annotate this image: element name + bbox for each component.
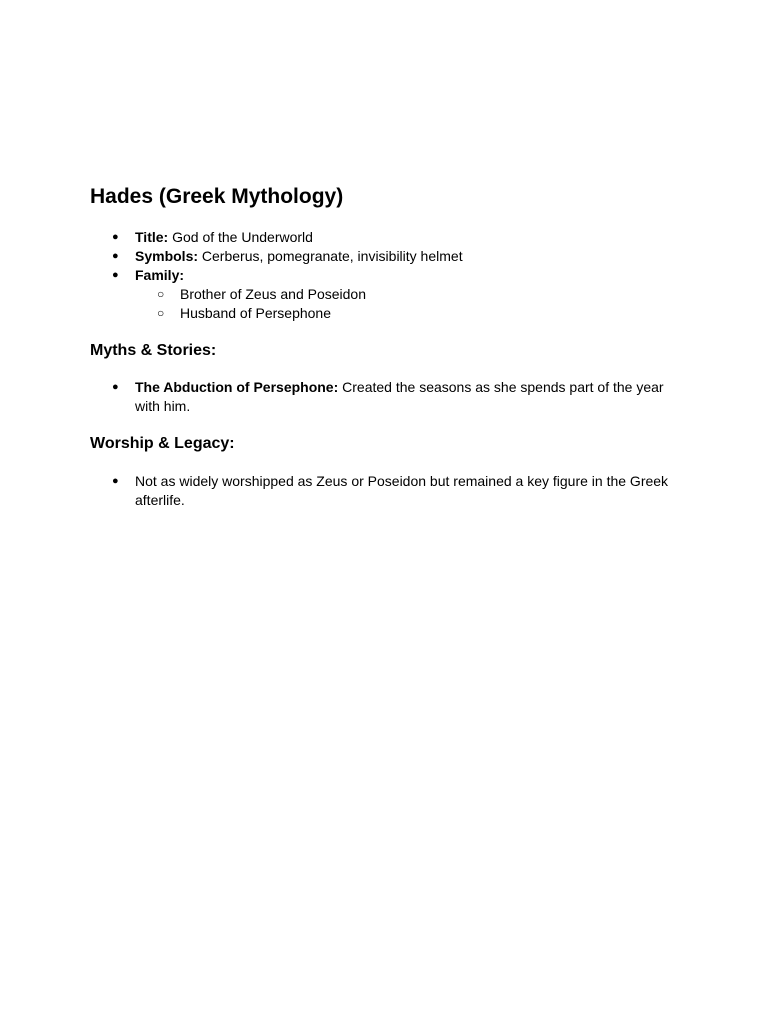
circle-bullet-icon: ○	[157, 287, 165, 301]
bullet-icon: ●	[112, 231, 119, 243]
list-item-symbols	[90, 247, 680, 266]
myth-label: The Abduction of Persephone:	[135, 379, 339, 395]
bullet-icon: ●	[112, 381, 119, 393]
sub-list-item	[90, 304, 680, 323]
myths-list	[90, 378, 680, 416]
list-item-family	[90, 266, 680, 285]
title-label: Title:	[135, 229, 169, 245]
family-label: Family:	[135, 267, 185, 283]
list-item-title	[90, 228, 680, 247]
list-item-myth	[90, 378, 680, 416]
sub-list-item	[90, 285, 680, 304]
family-member: Brother of Zeus and Poseidon	[180, 286, 367, 302]
myths-heading: Myths & Stories:	[90, 342, 217, 359]
myth-text: Created the seasons as she spends part of the year with him.	[135, 379, 664, 414]
family-member: Husband of Persephone	[180, 305, 331, 321]
worship-list	[90, 472, 680, 510]
document-title: Hades (Greek Mythology)	[90, 185, 344, 208]
attributes-list	[90, 228, 680, 323]
worship-text: Not as widely worshipped as Zeus or Poseidon but remained a key figure in the Greek afterlife.	[135, 473, 669, 508]
symbols-label: Symbols:	[135, 248, 199, 264]
bullet-icon: ●	[112, 269, 119, 281]
symbols-value: Cerberus, pomegranate, invisibility helmet	[198, 248, 463, 264]
bullet-icon: ●	[112, 250, 119, 262]
bullet-icon: ●	[112, 475, 119, 487]
list-item-worship	[90, 472, 680, 510]
title-value: God of the Underworld	[168, 229, 313, 245]
worship-heading: Worship & Legacy:	[90, 435, 235, 452]
circle-bullet-icon: ○	[157, 306, 165, 320]
